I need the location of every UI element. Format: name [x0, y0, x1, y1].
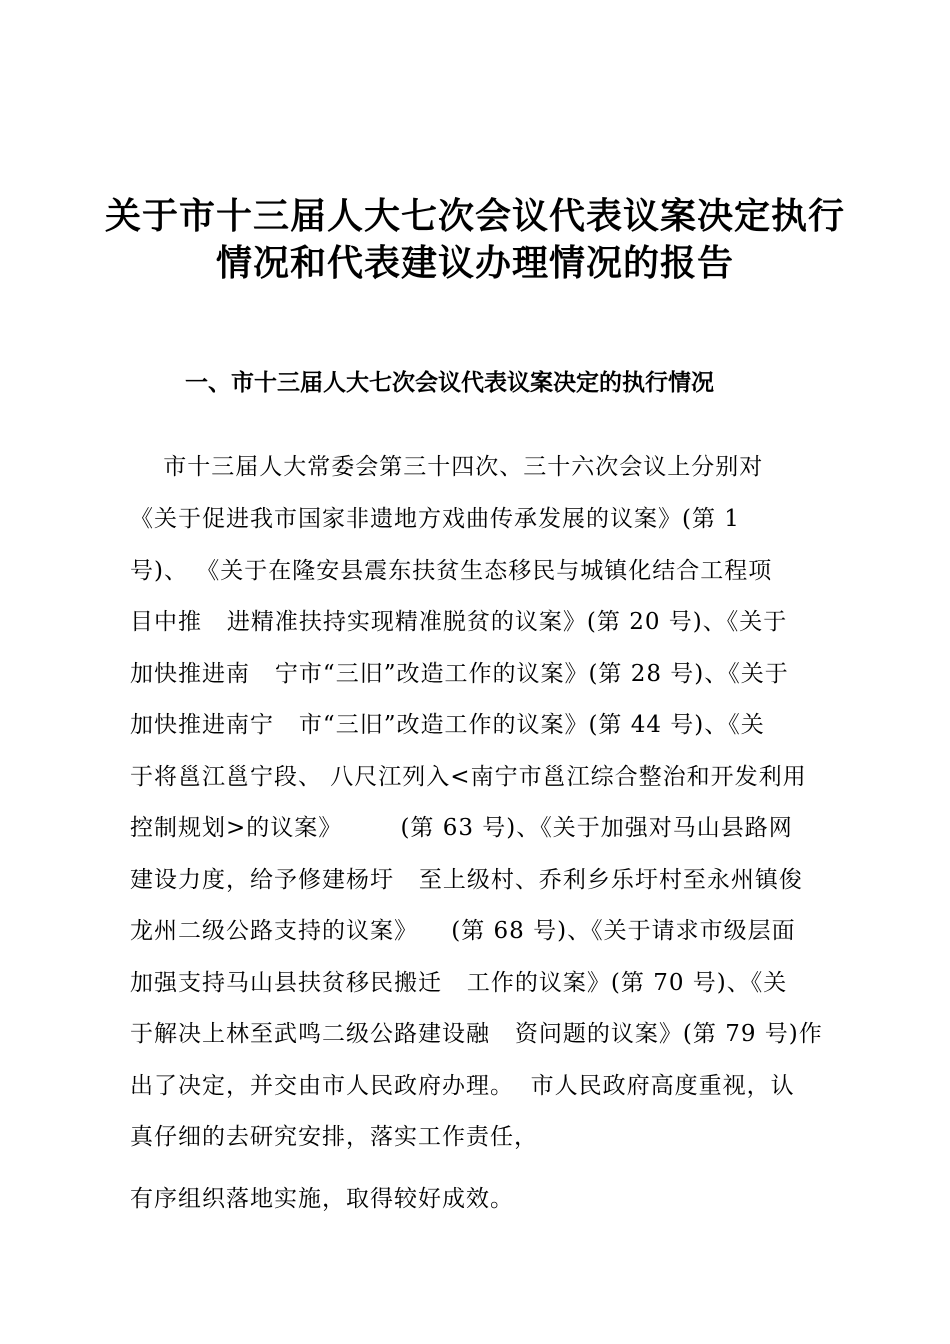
body-line: 加快推进南 宁市“三旧”改造工作的议案》(第 28 号)、《关于 — [130, 661, 789, 687]
section-heading: 一、市十三届人大七次会议代表议案决定的执行情况 — [185, 370, 714, 396]
body-line: 真仔细的去研究安排，落实工作责任， — [130, 1124, 538, 1150]
body-line: 号)、 《关于在隆安县震东扶贫生态移民与城镇化结合工程项 — [130, 558, 773, 584]
document-title-line-1: 关于市十三届人大七次会议代表议案决定执行 — [104, 196, 845, 237]
body-line: 建设力度，给予修建杨圩 至上级村、乔利乡乐圩村至永州镇俊 — [130, 867, 803, 893]
body-line: 龙州二级公路支持的议案》 (第 68 号)、《关于请求市级层面 — [130, 918, 796, 944]
body-line: 于解决上林至武鸣二级公路建设融 资问题的议案》(第 79 号)作 — [130, 1021, 823, 1047]
body-line: 出了决定，并交由市人民政府办理。 市人民政府高度重视，认 — [130, 1073, 795, 1099]
body-line: 市十三届人大常委会第三十四次、三十六次会议上分别对 — [130, 454, 764, 480]
body-line: 于将邕江邕宁段、 八尺江列入<南宁市邕江综合整治和开发利用 — [130, 764, 807, 790]
body-line: 加快推进南宁 市“三旧”改造工作的议案》(第 44 号)、《关 — [130, 712, 765, 738]
body-line: 《关于促进我市国家非遗地方戏曲传承发展的议案》(第 1 — [130, 506, 740, 532]
body-line: 目中推 进精准扶持实现精准脱贫的议案》(第 20 号)、《关于 — [130, 609, 788, 635]
document-title-line-2: 情况和代表建议办理情况的报告 — [215, 243, 734, 284]
body-line: 有序组织落地实施，取得较好成效。 — [130, 1186, 514, 1212]
body-line: 控制规划>的议案》 (第 63 号)、《关于加强对马山县路网 — [130, 815, 793, 841]
body-line: 加强支持马山县扶贫移民搬迁 工作的议案》(第 70 号)、《关 — [130, 970, 788, 996]
